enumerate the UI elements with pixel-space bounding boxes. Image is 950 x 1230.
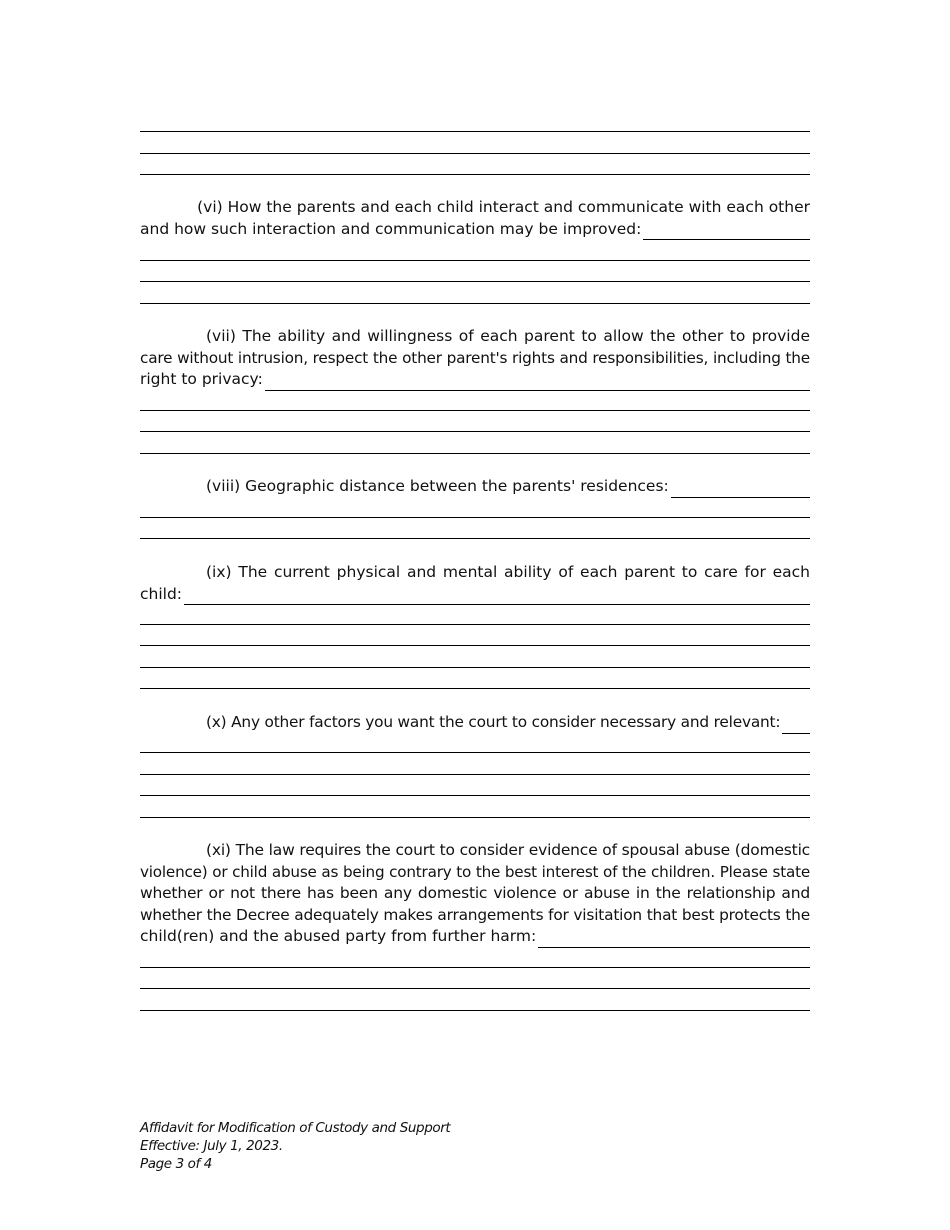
item-xi-line1: (xi) The law requires the court to consider evidence of spousal abuse (domestic xyxy=(206,841,810,859)
answer-line[interactable] xyxy=(140,153,810,154)
item-vi xyxy=(140,197,810,240)
item-xi-line5: child(ren) and the abused party from further harm: xyxy=(140,927,537,945)
answer-line[interactable] xyxy=(140,517,810,518)
answer-line[interactable] xyxy=(140,453,810,454)
item-xi-line3: whether or not there has been any domestic violence or abuse in the relationship and xyxy=(140,884,810,902)
page-footer xyxy=(140,1119,450,1173)
answer-field[interactable] xyxy=(265,374,810,391)
answer-line[interactable] xyxy=(140,131,810,132)
answer-line[interactable] xyxy=(140,688,810,689)
answer-line[interactable] xyxy=(140,538,810,539)
answer-field[interactable] xyxy=(671,481,810,498)
answer-line[interactable] xyxy=(140,281,810,282)
answer-line[interactable] xyxy=(140,410,810,411)
item-vi-line1: (vi) How the parents and each child interact and communicate with each other xyxy=(197,198,810,216)
answer-line[interactable] xyxy=(140,303,810,304)
answer-line[interactable] xyxy=(140,817,810,818)
item-ix-line2: child: xyxy=(140,584,183,603)
footer-effective-date: Effective: July 1, 2023. xyxy=(140,1138,283,1154)
answer-line[interactable] xyxy=(140,967,810,968)
answer-line[interactable] xyxy=(140,174,810,175)
item-ix-line1: (ix) The current physical and mental ability of each parent to care for each xyxy=(206,563,810,581)
answer-line[interactable] xyxy=(140,431,810,432)
item-vii-line2: care without intrusion, respect the other parent's rights and responsibilities, including the xyxy=(140,348,810,367)
answer-line[interactable] xyxy=(140,1010,810,1011)
footer-form-title: Affidavit for Modification of Custody and Support xyxy=(140,1120,451,1136)
item-ix xyxy=(140,562,810,605)
answer-line[interactable] xyxy=(140,624,810,625)
item-x-line1: (x) Any other factors you want the court to consider necessary and relevant: xyxy=(206,713,781,731)
answer-line[interactable] xyxy=(140,774,810,775)
answer-line[interactable] xyxy=(140,988,810,989)
answer-field[interactable] xyxy=(538,931,810,948)
answer-field[interactable] xyxy=(184,588,810,605)
footer-page-number: Page 3 of 4 xyxy=(140,1156,212,1172)
answer-line[interactable] xyxy=(140,260,810,261)
item-vii xyxy=(140,326,810,391)
item-viii-line1: (viii) Geographic distance between the parents' residences: xyxy=(206,477,669,495)
item-xi xyxy=(140,840,810,948)
answer-line[interactable] xyxy=(140,795,810,796)
item-viii xyxy=(140,476,810,498)
answer-line[interactable] xyxy=(140,645,810,646)
item-xi-line2: violence) or child abuse as being contrary to the best interest of the children. Please state xyxy=(140,862,810,881)
item-vi-line2: and how such interaction and communication may be improved: xyxy=(140,219,642,238)
answer-line[interactable] xyxy=(140,752,810,753)
item-xi-line4: whether the Decree adequately makes arrangements for visitation that best protects the xyxy=(140,905,810,924)
item-x xyxy=(140,712,810,734)
item-vii-line3: right to privacy: xyxy=(140,370,263,388)
answer-field[interactable] xyxy=(782,717,810,734)
item-vii-line1: (vii) The ability and willingness of each parent to allow the other to provide xyxy=(206,327,810,345)
answer-line[interactable] xyxy=(140,667,810,668)
answer-field[interactable] xyxy=(643,223,810,240)
